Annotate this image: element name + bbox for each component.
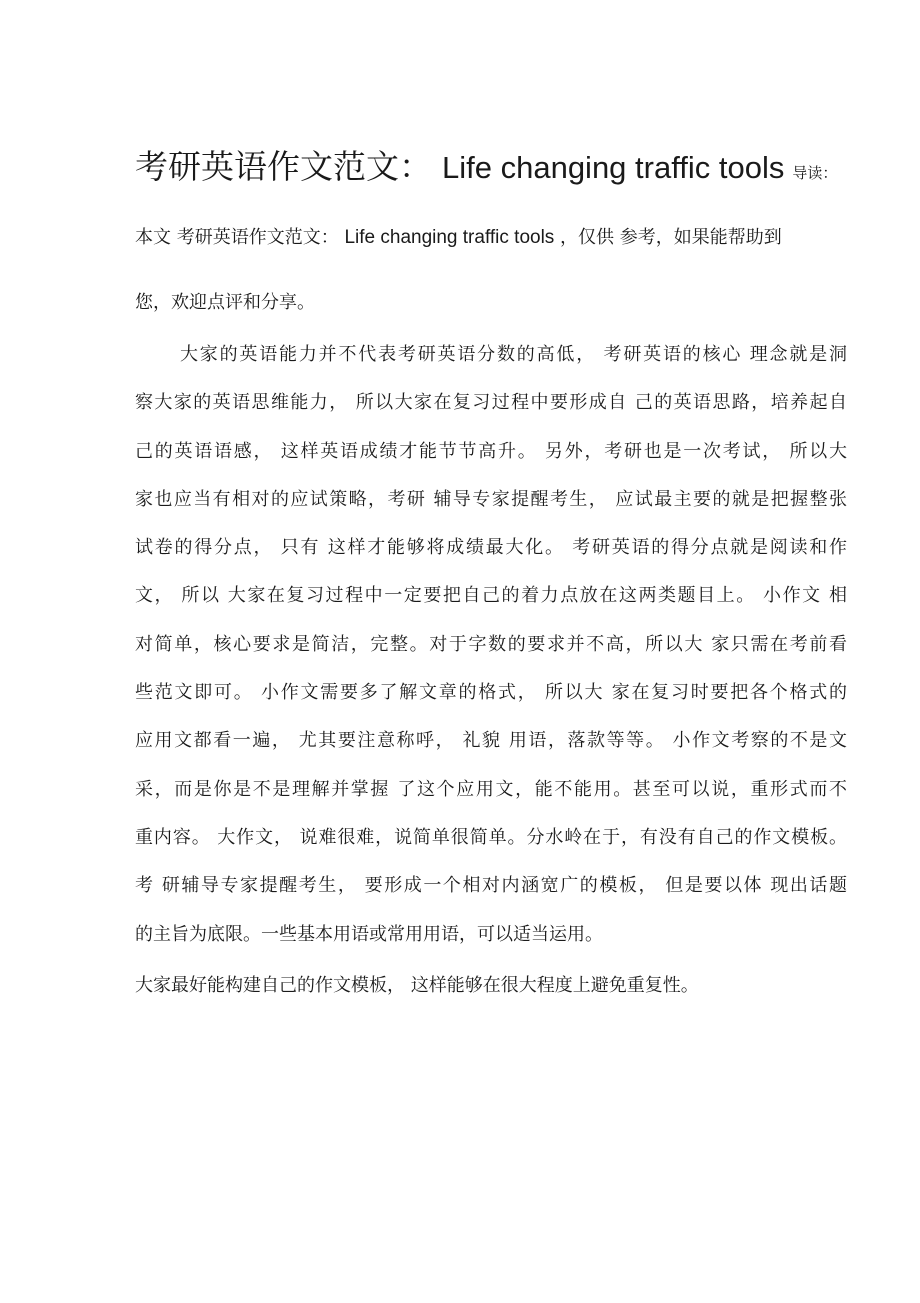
body-line: 察大家的英语思维能力， 所以大家在复习过程中要形成自 己的英语思路，培养起自 (135, 392, 847, 414)
title-lead-label: 导读： (792, 164, 838, 182)
body-line: 重内容。 大作文， 说难很难，说简单很简单。分水岭在于，有没有自己的作文模板。 (135, 826, 847, 848)
closing-paragraph: 大家最好能构建自己的作文模板， 这样能够在很大程度上避免重复性。 (135, 975, 699, 996)
intro-line-2: 您，欢迎点评和分享。 (135, 292, 315, 313)
body-line: 大家的英语能力并不代表考研英语分数的高低， 考研英语的核心 理念就是洞 (180, 344, 847, 365)
body-paragraph (135, 341, 847, 969)
intro-line-1 (135, 225, 855, 251)
body-line: 考 研辅导专家提醒考生， 要形成一个相对内涵宽广的模板， 但是要以体 现出话题 (135, 875, 847, 897)
body-line: 采，而是你是不是理解并掌握 了这个应用文，能不能用。甚至可以说，重形式而不 (135, 778, 847, 800)
body-line: 文， 所以 大家在复习过程中一定要把自己的着力点放在这两类题目上。 小作文 相 (135, 585, 847, 607)
intro-text-start: 本文 考研英语作文范文： (135, 227, 339, 248)
title-chinese: 考研英语作文范文： (135, 147, 432, 186)
body-line: 的主旨为底限。一些基本用语或常用用语，可以适当运用。 (135, 923, 603, 945)
intro-text-end: ，仅供 参考，如果能帮助到 (560, 227, 782, 248)
body-line: 己的英语语感， 这样英语成绩才能节节高升。 另外，考研也是一次考试， 所以大 (135, 440, 847, 462)
body-line: 家也应当有相对的应试策略，考研 辅导专家提醒考生， 应试最主要的就是把握整张 (135, 488, 847, 510)
document-title (135, 147, 875, 193)
title-english: Life changing traffic tools (442, 150, 785, 185)
body-line: 对简单，核心要求是简洁，完整。对于字数的要求并不高，所以大 家只需在考前看 (135, 633, 847, 655)
body-line: 试卷的得分点， 只有 这样才能够将成绩最大化。 考研英语的得分点就是阅读和作 (135, 537, 847, 559)
intro-english-title: Life changing traffic tools (344, 227, 555, 248)
body-line: 些范文即可。 小作文需要多了解文章的格式， 所以大 家在复习时要把各个格式的 (135, 682, 847, 704)
body-line: 应用文都看一遍， 尤其要注意称呼， 礼貌 用语，落款等等。 小作文考察的不是文 (135, 730, 847, 752)
